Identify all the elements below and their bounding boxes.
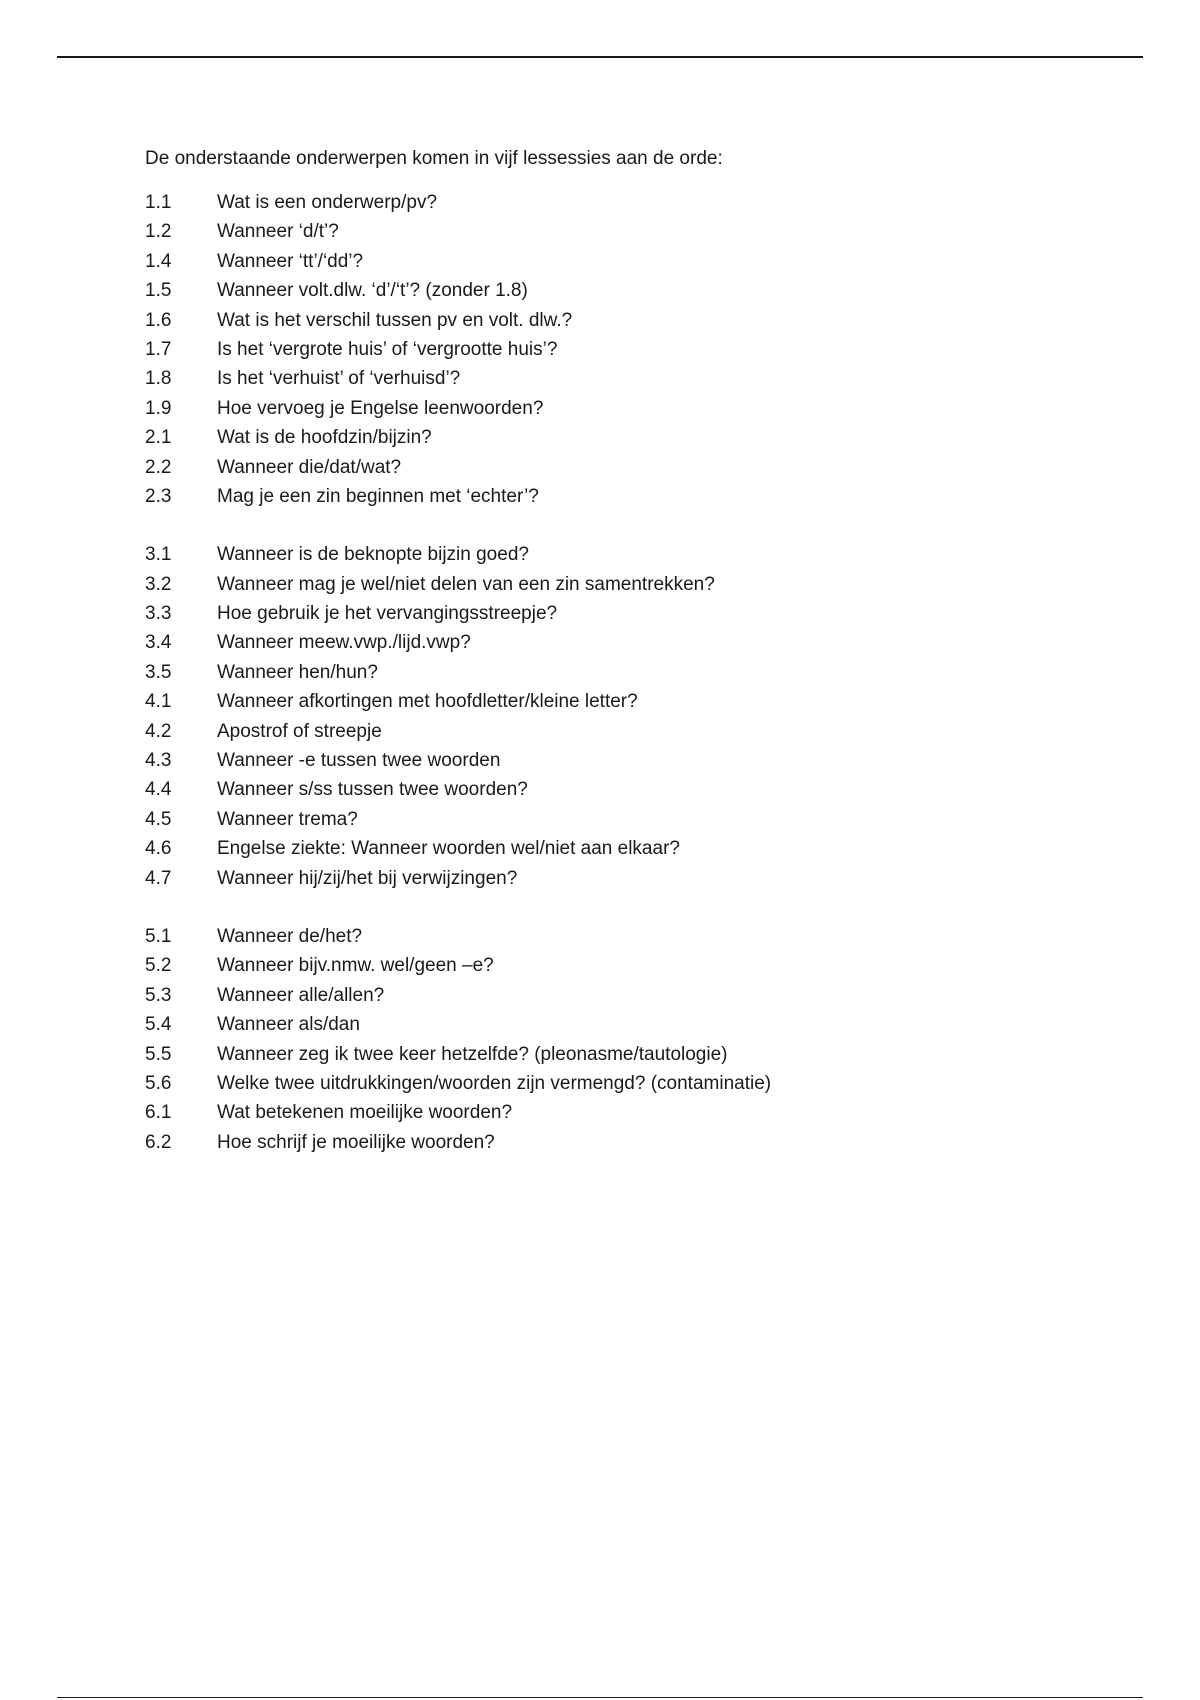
topic-text: Hoe gebruik je het vervangingsstreepje?: [217, 603, 558, 625]
topic-item: [145, 188, 1095, 217]
topic-text: Wanneer als/dan: [217, 1014, 360, 1036]
topic-text: Is het ‘verhuist’ of ‘verhuisd’?: [217, 368, 461, 390]
topic-number: 5.6: [145, 1072, 172, 1094]
topic-number: 4.2: [145, 720, 172, 742]
topic-text: Welke twee uitdrukkingen/woorden zijn vermengd? (contaminatie): [217, 1072, 772, 1094]
topic-text: Is het ‘vergrote huis’ of ‘vergrootte huis’?: [217, 338, 558, 360]
topic-number: 1.4: [145, 250, 172, 272]
topic-number: 3.4: [145, 632, 172, 654]
topic-number: 4.6: [145, 838, 172, 860]
topic-text: Wanneer alle/allen?: [217, 984, 385, 1006]
topic-number: 5.3: [145, 984, 172, 1006]
topic-text: Wanneer is de beknopte bijzin goed?: [217, 544, 529, 566]
topic-text: Wanneer hij/zij/het bij verwijzingen?: [217, 867, 518, 889]
topic-item: [145, 1128, 1095, 1157]
topic-group: [145, 540, 1095, 893]
topic-item: [145, 217, 1095, 246]
topic-text: Wanneer afkortingen met hoofdletter/kleine letter?: [217, 691, 638, 713]
topic-text: Wat is het verschil tussen pv en volt. dlw.?: [217, 309, 573, 331]
topic-number: 1.6: [145, 309, 172, 331]
topic-number: 3.1: [145, 544, 172, 566]
topic-text: Wanneer s/ss tussen twee woorden?: [217, 779, 528, 801]
topic-item: [145, 687, 1095, 716]
topic-item: [145, 717, 1095, 746]
topic-number: 1.9: [145, 397, 172, 419]
topic-text: Hoe vervoeg je Engelse leenwoorden?: [217, 397, 544, 419]
topic-item: [145, 453, 1095, 482]
topic-number: 4.3: [145, 750, 172, 772]
topic-item: [145, 864, 1095, 893]
topic-number: 1.7: [145, 338, 172, 360]
topic-number: 2.3: [145, 485, 172, 507]
topic-item: [145, 951, 1095, 980]
topic-number: 2.2: [145, 456, 172, 478]
topic-number: 1.1: [145, 192, 172, 213]
topic-text: Wat is een onderwerp/pv?: [217, 192, 438, 213]
topic-number: 6.1: [145, 1102, 172, 1124]
topic-number: 5.4: [145, 1014, 172, 1036]
topic-item: [145, 570, 1095, 599]
topic-item: [145, 628, 1095, 657]
topic-item: [145, 247, 1095, 276]
topic-text: Wanneer die/dat/wat?: [217, 456, 402, 478]
topic-item: [145, 834, 1095, 863]
topic-text: Wanneer ‘tt’/‘dd’?: [217, 250, 364, 272]
topic-item: [145, 540, 1095, 569]
topic-number: 3.2: [145, 573, 172, 595]
topic-item: [145, 394, 1095, 423]
topic-text: Wanneer zeg ik twee keer hetzelfde? (pleonasme/tautologie): [217, 1043, 728, 1065]
topic-number: 6.2: [145, 1131, 172, 1153]
topic-text: Wat betekenen moeilijke woorden?: [217, 1102, 513, 1124]
intro-paragraph: De onderstaande onderwerpen komen in vijf lessessies aan de orde:: [145, 148, 723, 169]
topic-number: 5.5: [145, 1043, 172, 1065]
topic-item: [145, 746, 1095, 775]
topic-item: [145, 981, 1095, 1010]
topic-item: [145, 1098, 1095, 1127]
topic-text: Hoe schrijf je moeilijke woorden?: [217, 1131, 495, 1153]
topic-text: Wanneer mag je wel/niet delen van een zin samentrekken?: [217, 573, 715, 595]
topic-number: 5.1: [145, 925, 172, 947]
topic-item: [145, 1040, 1095, 1069]
topic-number: 3.3: [145, 603, 172, 625]
topic-item: [145, 1010, 1095, 1039]
topic-item: [145, 335, 1095, 364]
topic-text: Wanneer volt.dlw. ‘d’/‘t’? (zonder 1.8): [217, 280, 528, 302]
topic-text: Wanneer meew.vwp./lijd.vwp?: [217, 632, 471, 654]
topic-item: [145, 658, 1095, 687]
topic-number: 1.2: [145, 221, 172, 243]
topic-number: 3.5: [145, 661, 172, 683]
topic-item: [145, 482, 1095, 511]
topic-group: [145, 188, 1095, 511]
topic-item: [145, 922, 1095, 951]
topic-text: Apostrof of streepje: [217, 720, 382, 742]
topic-item: [145, 423, 1095, 452]
topic-text: Wanneer hen/hun?: [217, 661, 378, 683]
topic-number: 4.5: [145, 808, 172, 830]
topic-item: [145, 1069, 1095, 1098]
topic-text: Wanneer de/het?: [217, 925, 363, 947]
topic-item: [145, 364, 1095, 393]
topic-text: Wanneer ‘d/t’?: [217, 221, 339, 243]
topic-item: [145, 775, 1095, 804]
document-body: [145, 144, 1095, 1157]
topic-number: 4.4: [145, 779, 172, 801]
header-rule: [57, 56, 1143, 58]
topic-number: 4.7: [145, 867, 172, 889]
topic-number: 5.2: [145, 955, 172, 977]
topic-number: 4.1: [145, 691, 172, 713]
topic-item: [145, 276, 1095, 305]
topic-group: [145, 922, 1095, 1157]
topic-text: Wanneer trema?: [217, 808, 358, 830]
topic-number: 1.5: [145, 280, 172, 302]
footer-rule: [57, 1697, 1143, 1698]
topic-text: Mag je een zin beginnen met ‘echter’?: [217, 485, 539, 507]
topic-text: Wanneer bijv.nmw. wel/geen –e?: [217, 955, 494, 977]
topic-text: Engelse ziekte: Wanneer woorden wel/niet aan elkaar?: [217, 838, 680, 860]
topic-item: [145, 599, 1095, 628]
topic-text: Wanneer -e tussen twee woorden: [217, 750, 501, 772]
topic-list: [145, 188, 1095, 1157]
topic-text: Wat is de hoofdzin/bijzin?: [217, 427, 432, 449]
topic-item: [145, 805, 1095, 834]
topic-number: 1.8: [145, 368, 172, 390]
topic-item: [145, 306, 1095, 335]
topic-number: 2.1: [145, 427, 172, 449]
